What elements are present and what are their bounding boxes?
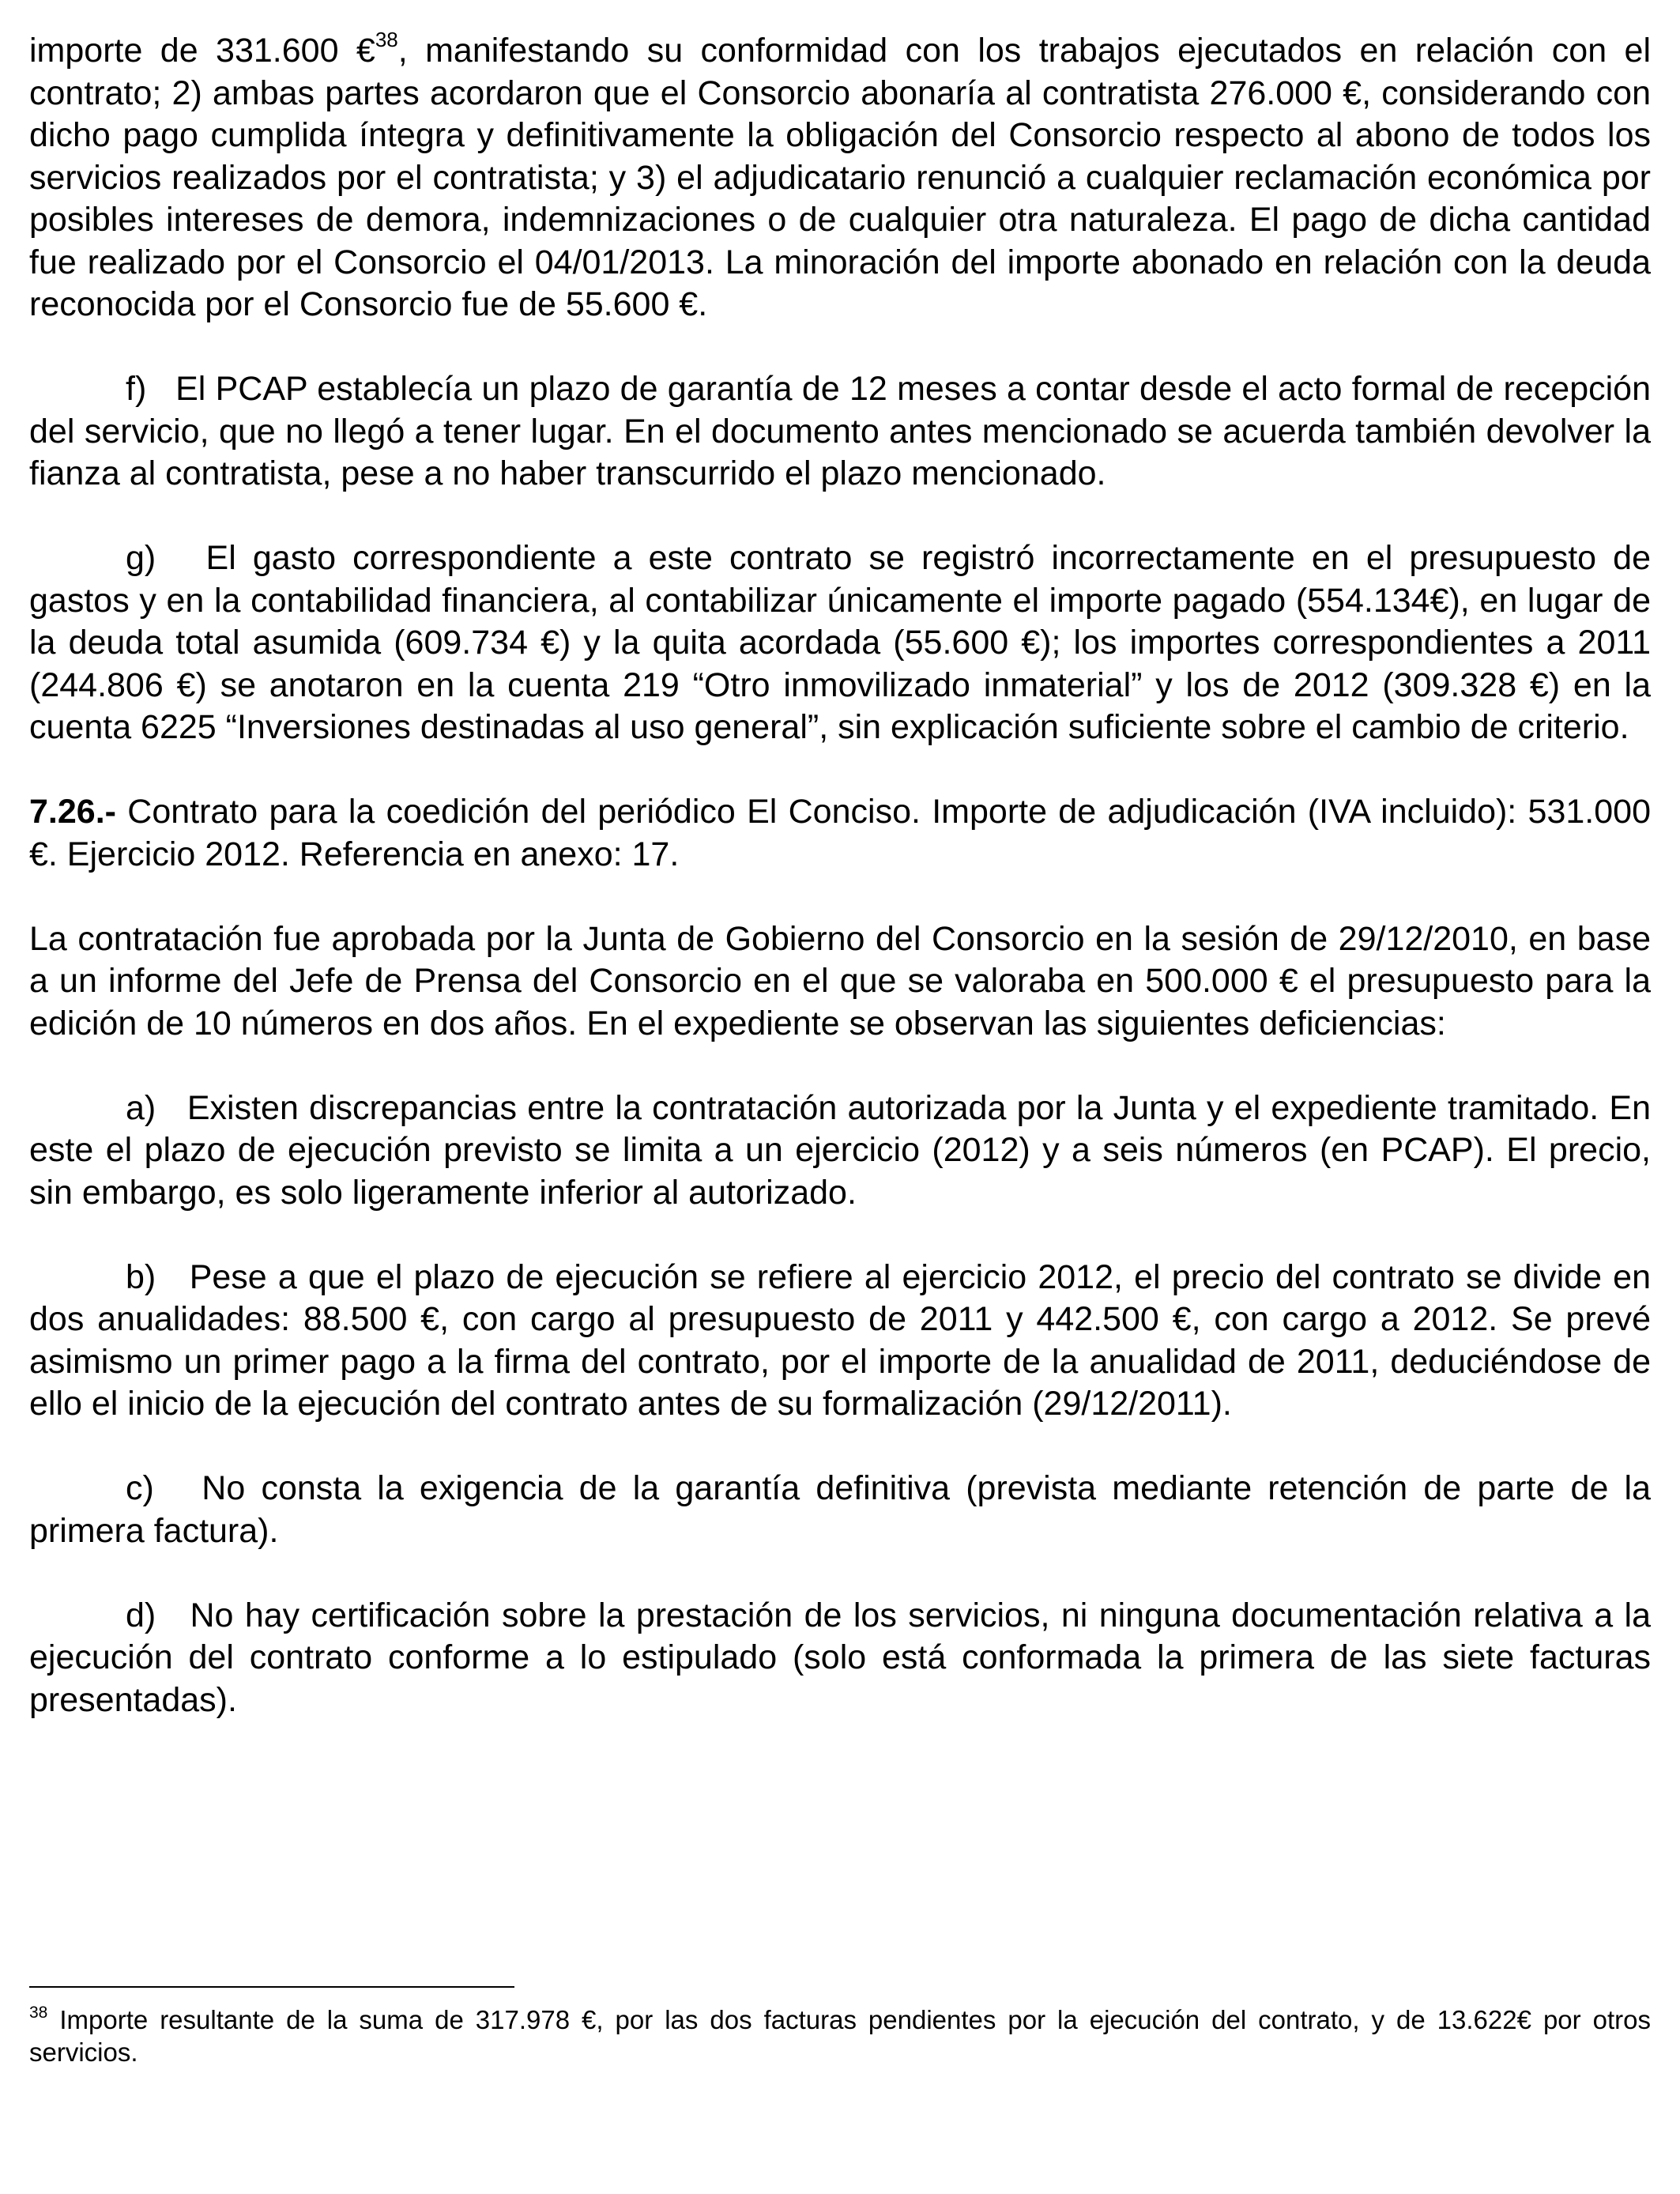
document-body [29,30,1651,1721]
list-item-a: a) Existen discrepancias entre la contratación autorizada por la Junta y el expediente tramitado. En este el plazo de ejecución previsto se limita a un ejercicio (2012) y a seis números (en PCAP). El precio, sin embargo, es solo ligeramente inferior al autorizado. [29,1088,1651,1212]
footnote-reference[interactable]: 38 [375,28,398,51]
list-item-b: b) Pese a que el plazo de ejecución se refiere al ejercicio 2012, el precio del contrato se divide en dos anualidades: 88.500 €, con cargo al presupuesto de 2011 y 442.500 €, con cargo a 2012. Se prevé asimismo un primer pago a la firma del contrato, por el importe de la anualidad de 2011, deduciéndose de ello el inicio de la ejecución del contrato antes de su formalización (29/12/2011). [29,1257,1651,1423]
section-number: 7.26.- [29,793,116,831]
paragraph-payment-agreement [29,30,1651,326]
paragraph-text: importe de 331.600 € [29,32,375,70]
list-item-g: g) El gasto correspondiente a este contrato se registró incorrectamente en el presupuesto de gastos y en la contabilidad financiera, al contabilizar únicamente el importe pagado (554.134€), en lugar de la deuda total asumida (609.734 €) y la quita acordada (55.600 €); los importes correspondientes a 2011 (244.806 €) se anotaron en la cuenta 219 “Otro inmovilizado inmaterial” y los de 2012 (309.328 €) en la cuenta 6225 “Inversiones destinadas al uso general”, sin explicación suficiente sobre el cambio de criterio. [29,539,1651,746]
section-title-text: Contrato para la coedición del periódico El Conciso. Importe de adjudicación (IVA incluido): 531.000 €. Ejercicio 2012. Referencia en anexo: 17. [29,793,1651,873]
section-heading-7-26 [29,791,1651,876]
list-item-f: f) El PCAP establecía un plazo de garantía de 12 meses a contar desde el acto formal de recepción del servicio, que no llegó a tener lugar. En el documento antes mencionado se acuerda también devolver la fianza al contratista, pese a no haber transcurrido el plazo mencionado. [29,370,1651,492]
footnote-38 [29,2004,1651,2068]
footnote-text: Importe resultante de la suma de 317.978 €, por las dos facturas pendientes por la ejecución del contrato, y de 13.622€ por otros servicios. [29,2005,1651,2067]
footnote-separator [29,1986,514,1988]
list-item-d: d) No hay certificación sobre la prestación de los servicios, ni ninguna documentación relativa a la ejecución del contrato conforme a lo estipulado (solo está conformada la primera de las siete facturas presentadas). [29,1596,1651,1719]
paragraph-text: , manifestando su conformidad con los trabajos ejecutados en relación con el contrato; 2) ambas partes acordaron que el Consorcio abonaría al contratista 276.000 €, considerando con dicho pago cumplida íntegra y definitivamente la obligación del Consorcio respecto al abono de todos los servicios realizados por el contratista; y 3) el adjudicatario renunció a cualquier reclamación económica por posibles intereses de demora, indemnizaciones o de cualquier otra naturaleza. El pago de dicha cantidad fue realizado por el Consorcio el 04/01/2013. La minoración del importe abonado en relación con la deuda reconocida por el Consorcio fue de 55.600 €. [29,32,1651,323]
paragraph-intro: La contratación fue aprobada por la Junta de Gobierno del Consorcio en la sesión de 29/12/2010, en base a un informe del Jefe de Prensa del Consorcio en el que se valoraba en 500.000 € el presupuesto para la edición de 10 números en dos años. En el expediente se observan las siguientes deficiencias: [29,919,1651,1042]
footnote-number: 38 [29,2004,48,2022]
list-item-c: c) No consta la exigencia de la garantía definitiva (prevista mediante retención de parte de la primera factura). [29,1469,1651,1550]
